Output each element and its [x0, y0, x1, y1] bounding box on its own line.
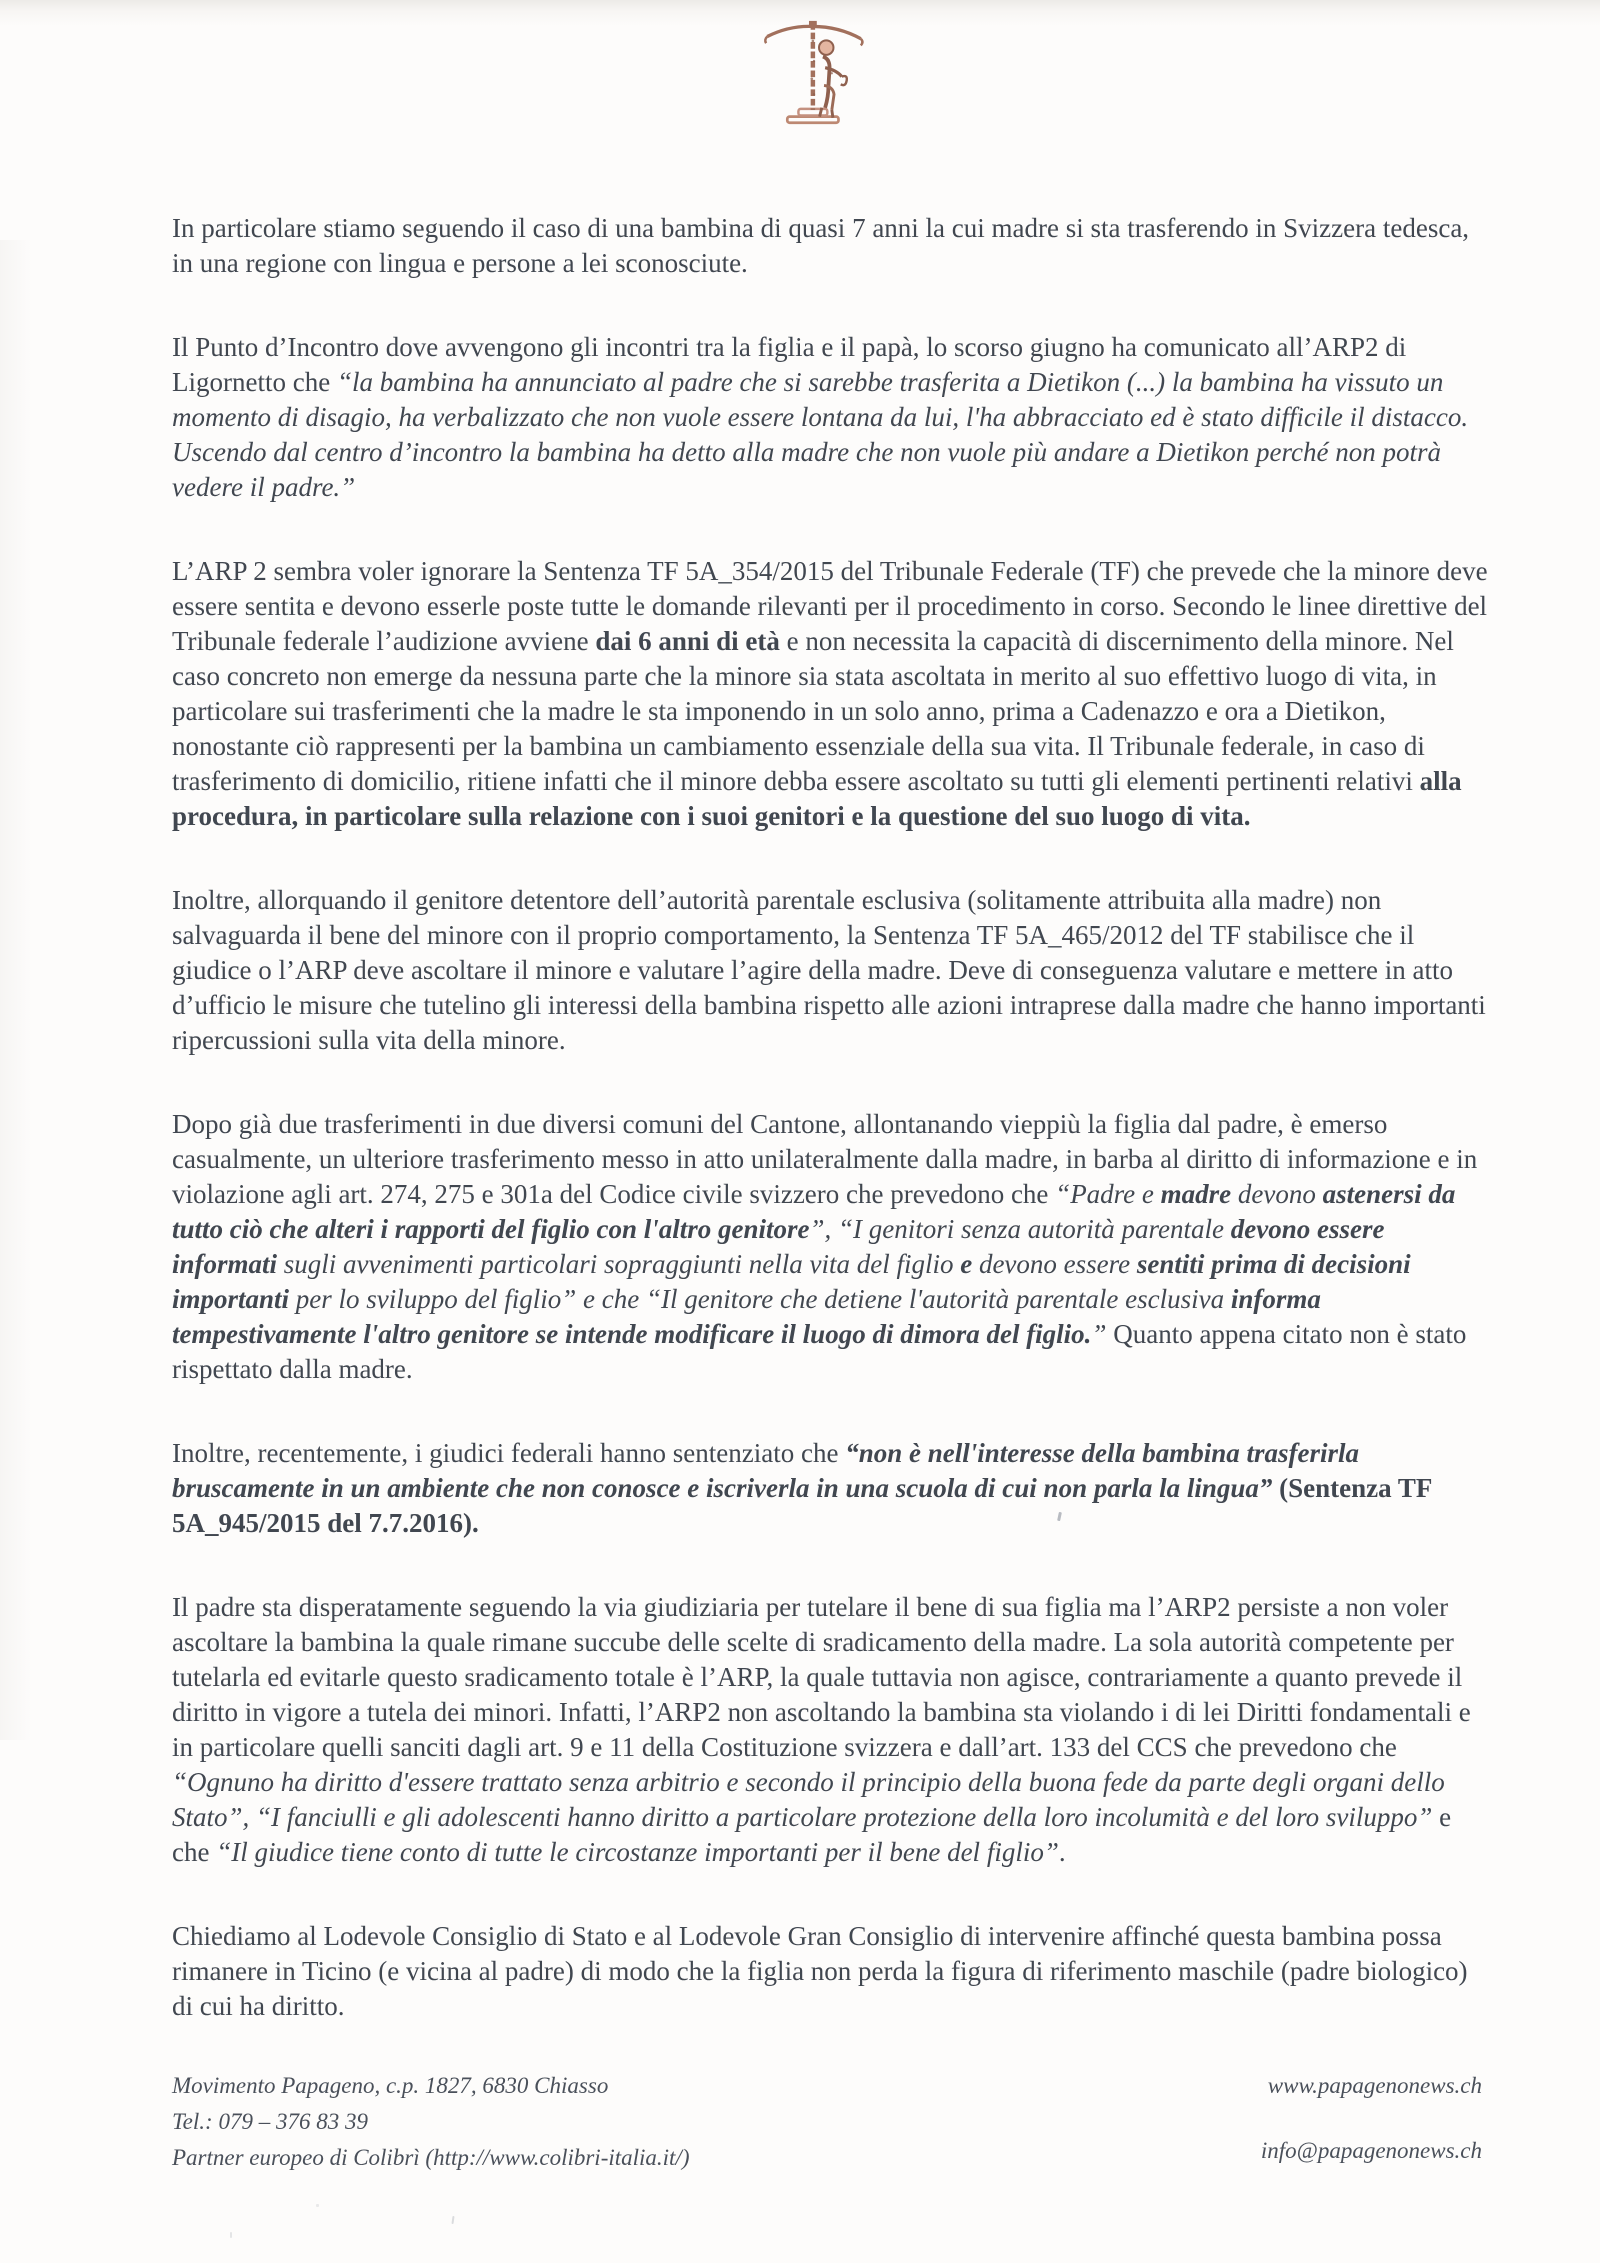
footer-web-block: [1261, 2068, 1482, 2198]
text-segment: ”: [1091, 1319, 1107, 1349]
footer-contact-line: Partner europeo di Colibrì (http://www.colibri-italia.it/): [172, 2145, 690, 2170]
paragraph: [172, 1107, 1490, 1387]
text-segment: Inoltre, recentemente, i giudici federali hanno sentenziato che: [172, 1438, 846, 1468]
text-segment: devono: [1231, 1179, 1323, 1209]
paragraph: [172, 330, 1490, 505]
text-segment: Il Punto d’Incontro dove avvengono gli incontri tra la figlia e il papà, lo scorso giugno ha comunicato all’ARP2 di Ligornetto che: [172, 332, 1407, 397]
letter-footer: [172, 2068, 1482, 2198]
text-segment: e che: [172, 1802, 1452, 1867]
text-segment: “Ognuno ha diritto d'essere trattato senza arbitrio e secondo il principio della buona fede da parte degli organi dello Stato”, “I fanciulli e gli adolescenti hanno diritto a particolare protezione della loro incolumità e del loro sviluppo”: [172, 1767, 1445, 1832]
footer-web-line: www.papagenonews.ch: [1267, 2073, 1482, 2098]
text-segment: In particolare stiamo seguendo il caso di una bambina di quasi 7 anni la cui madre si sta trasferendo in Svizzera tedesca, in una regione con lingua e persone a lei sconosciute.: [172, 213, 1470, 278]
paragraph: [172, 554, 1490, 834]
text-segment: dai 6 anni di età: [595, 626, 780, 656]
text-segment: devono essere informati: [172, 1214, 1385, 1279]
text-segment: e non necessita la capacità di discernimento della minore. Nel caso concreto non emerge da nessuna parte che la minore sia stata ascoltata in merito al suo effettivo luogo di vita, in particolare sui trasferimenti che la madre le sta imponendo in un solo anno, prima a Cadenazzo e ora a Dietikon, nonostante ciò rappresenti per la bambina un cambiamento essenziale della sua vita. Il Tribunale federale, in caso di trasferimento di domicilio, ritiene infatti che il minore debba essere ascoltato su tutti gli elementi pertinenti relativi: [172, 626, 1454, 796]
text-segment: (Sentenza TF 5A_945/2015 del 7.7.2016).: [172, 1473, 1432, 1538]
text-segment: informa tempestivamente l'altro genitore se intende modificare il luogo di dimora del figlio.: [172, 1284, 1321, 1349]
paragraph: [172, 211, 1490, 281]
document-body: [172, 211, 1490, 2073]
footer-contact-block: [172, 2068, 690, 2176]
paragraph: [172, 1436, 1490, 1541]
text-segment: “non è nell'interesse della bambina trasferirla bruscamente in un ambiente che non conosce e iscriverla in una scuola di cui non parla la lingua”: [172, 1438, 1359, 1503]
text-segment: Inoltre, allorquando il genitore detentore dell’autorità parentale esclusiva (solitamente attribuita alla madre) non salvaguarda il bene del minore con il proprio comportamento, la Sentenza TF 5A_465/2012 del TF stabilisce che il giudice o l’ARP deve ascoltare il minore e valutare l’agire della madre. Deve di conseguenza valutare e mettere in atto d’ufficio le misure che tutelino gli interessi della bambina rispetto alle azioni intraprese dalla madre che hanno importanti ripercussioni sulla vita della minore.: [172, 885, 1486, 1055]
text-segment: “Padre e: [1055, 1179, 1161, 1209]
paragraph: [172, 883, 1490, 1058]
scan-speck: [451, 2216, 454, 2224]
scan-speck: [316, 2204, 319, 2207]
text-segment: “Il giudice tiene conto di tutte le circostanze importanti per il bene del figlio”: [216, 1837, 1059, 1867]
text-segment: madre: [1160, 1179, 1232, 1209]
scan-speck: [230, 2232, 232, 2238]
text-segment: sentiti prima di decisioni importanti: [172, 1249, 1411, 1314]
text-segment: sugli avvenimenti particolari sopraggiunti nella vita del figlio: [277, 1249, 961, 1279]
text-segment: ”, “I genitori senza autorità parentale: [809, 1214, 1231, 1244]
text-segment: Quanto appena citato non è stato rispettato dalla madre.: [172, 1319, 1467, 1384]
paragraph: [172, 1919, 1490, 2024]
text-segment: astenersi da tutto ciò che alteri i rapporti del figlio con l'altro genitore: [172, 1179, 1456, 1244]
text-segment: per lo sviluppo del figlio” e che “Il genitore che detiene l'autorità parentale esclusiva: [289, 1284, 1231, 1314]
text-segment: Chiediamo al Lodevole Consiglio di Stato e al Lodevole Gran Consiglio di intervenire affinché questa bambina possa rimanere in Ticino (e vicina al padre) di modo che la figlia non perda la figura di riferimento maschile (padre biologico) di cui ha diritto.: [172, 1921, 1468, 2021]
text-segment: “la bambina ha annunciato al padre che si sarebbe trasferita a Dietikon (...) la bambina ha vissuto un momento di disagio, ha verbalizzato che non vuole essere lontana da lui, l'ha abbracciato ed è stato difficile il distacco. Uscendo dal centro d’incontro la bambina ha detto alla madre che non vuole più andare a Dietikon perché non potrà vedere il padre.”: [172, 367, 1469, 502]
text-segment: Il padre sta disperatamente seguendo la via giudiziaria per tutelare il bene di sua figlia ma l’ARP2 persiste a non voler ascoltare la bambina la quale rimane succube delle scelte di sradicamento della madre. La sola autorità competente per tutelarla ed evitarle questo sradicamento totale è l’ARP, la quale tuttavia non agisce, contrariamente a quanto prevede il diritto in vigore a tutela dei minori. Infatti, l’ARP2 non ascoltando la bambina sta violando i di lei Diritti fondamentali e in particolare quelli sanciti dagli art. 9 e 11 della Costituzione svizzera e dall’art. 133 del CCS che prevedono che: [172, 1592, 1471, 1762]
text-segment: alla procedura, in particolare sulla relazione con i suoi genitori e la questione del suo luogo di vita.: [172, 766, 1462, 831]
text-segment: e: [960, 1249, 973, 1279]
footer-contact-line: Movimento Papageno, c.p. 1827, 6830 Chiasso: [172, 2073, 609, 2098]
text-segment: .: [1058, 1837, 1066, 1867]
scan-left-shadow: [0, 240, 40, 1740]
footer-contact-line: Tel.: 079 – 376 83 39: [172, 2109, 368, 2134]
paragraph: [172, 1590, 1490, 1870]
text-segment: Dopo già due trasferimenti in due diversi comuni del Cantone, allontanando vieppiù la figlia dal padre, è emerso casualmente, un ulteriore trasferimento messo in atto unilateralmente dalla madre, in barba al diritto di informazione e in violazione agli art. 274, 275 e 301a del Codice civile svizzero che prevedono che: [172, 1109, 1478, 1209]
text-segment: L’ARP 2 sembra voler ignorare la Sentenza TF 5A_354/2015 del Tribunale Federale (TF) che prevede che la minore deve essere sentita e devono esserle poste tutte le domande rilevanti per il procedimento in corso. Secondo le linee direttive del Tribunale federale l’audizione avviene: [172, 556, 1488, 656]
text-segment: devono essere: [972, 1249, 1137, 1279]
papageno-statue-icon: [758, 12, 870, 130]
footer-web-line: info@papagenonews.ch: [1260, 2138, 1482, 2163]
